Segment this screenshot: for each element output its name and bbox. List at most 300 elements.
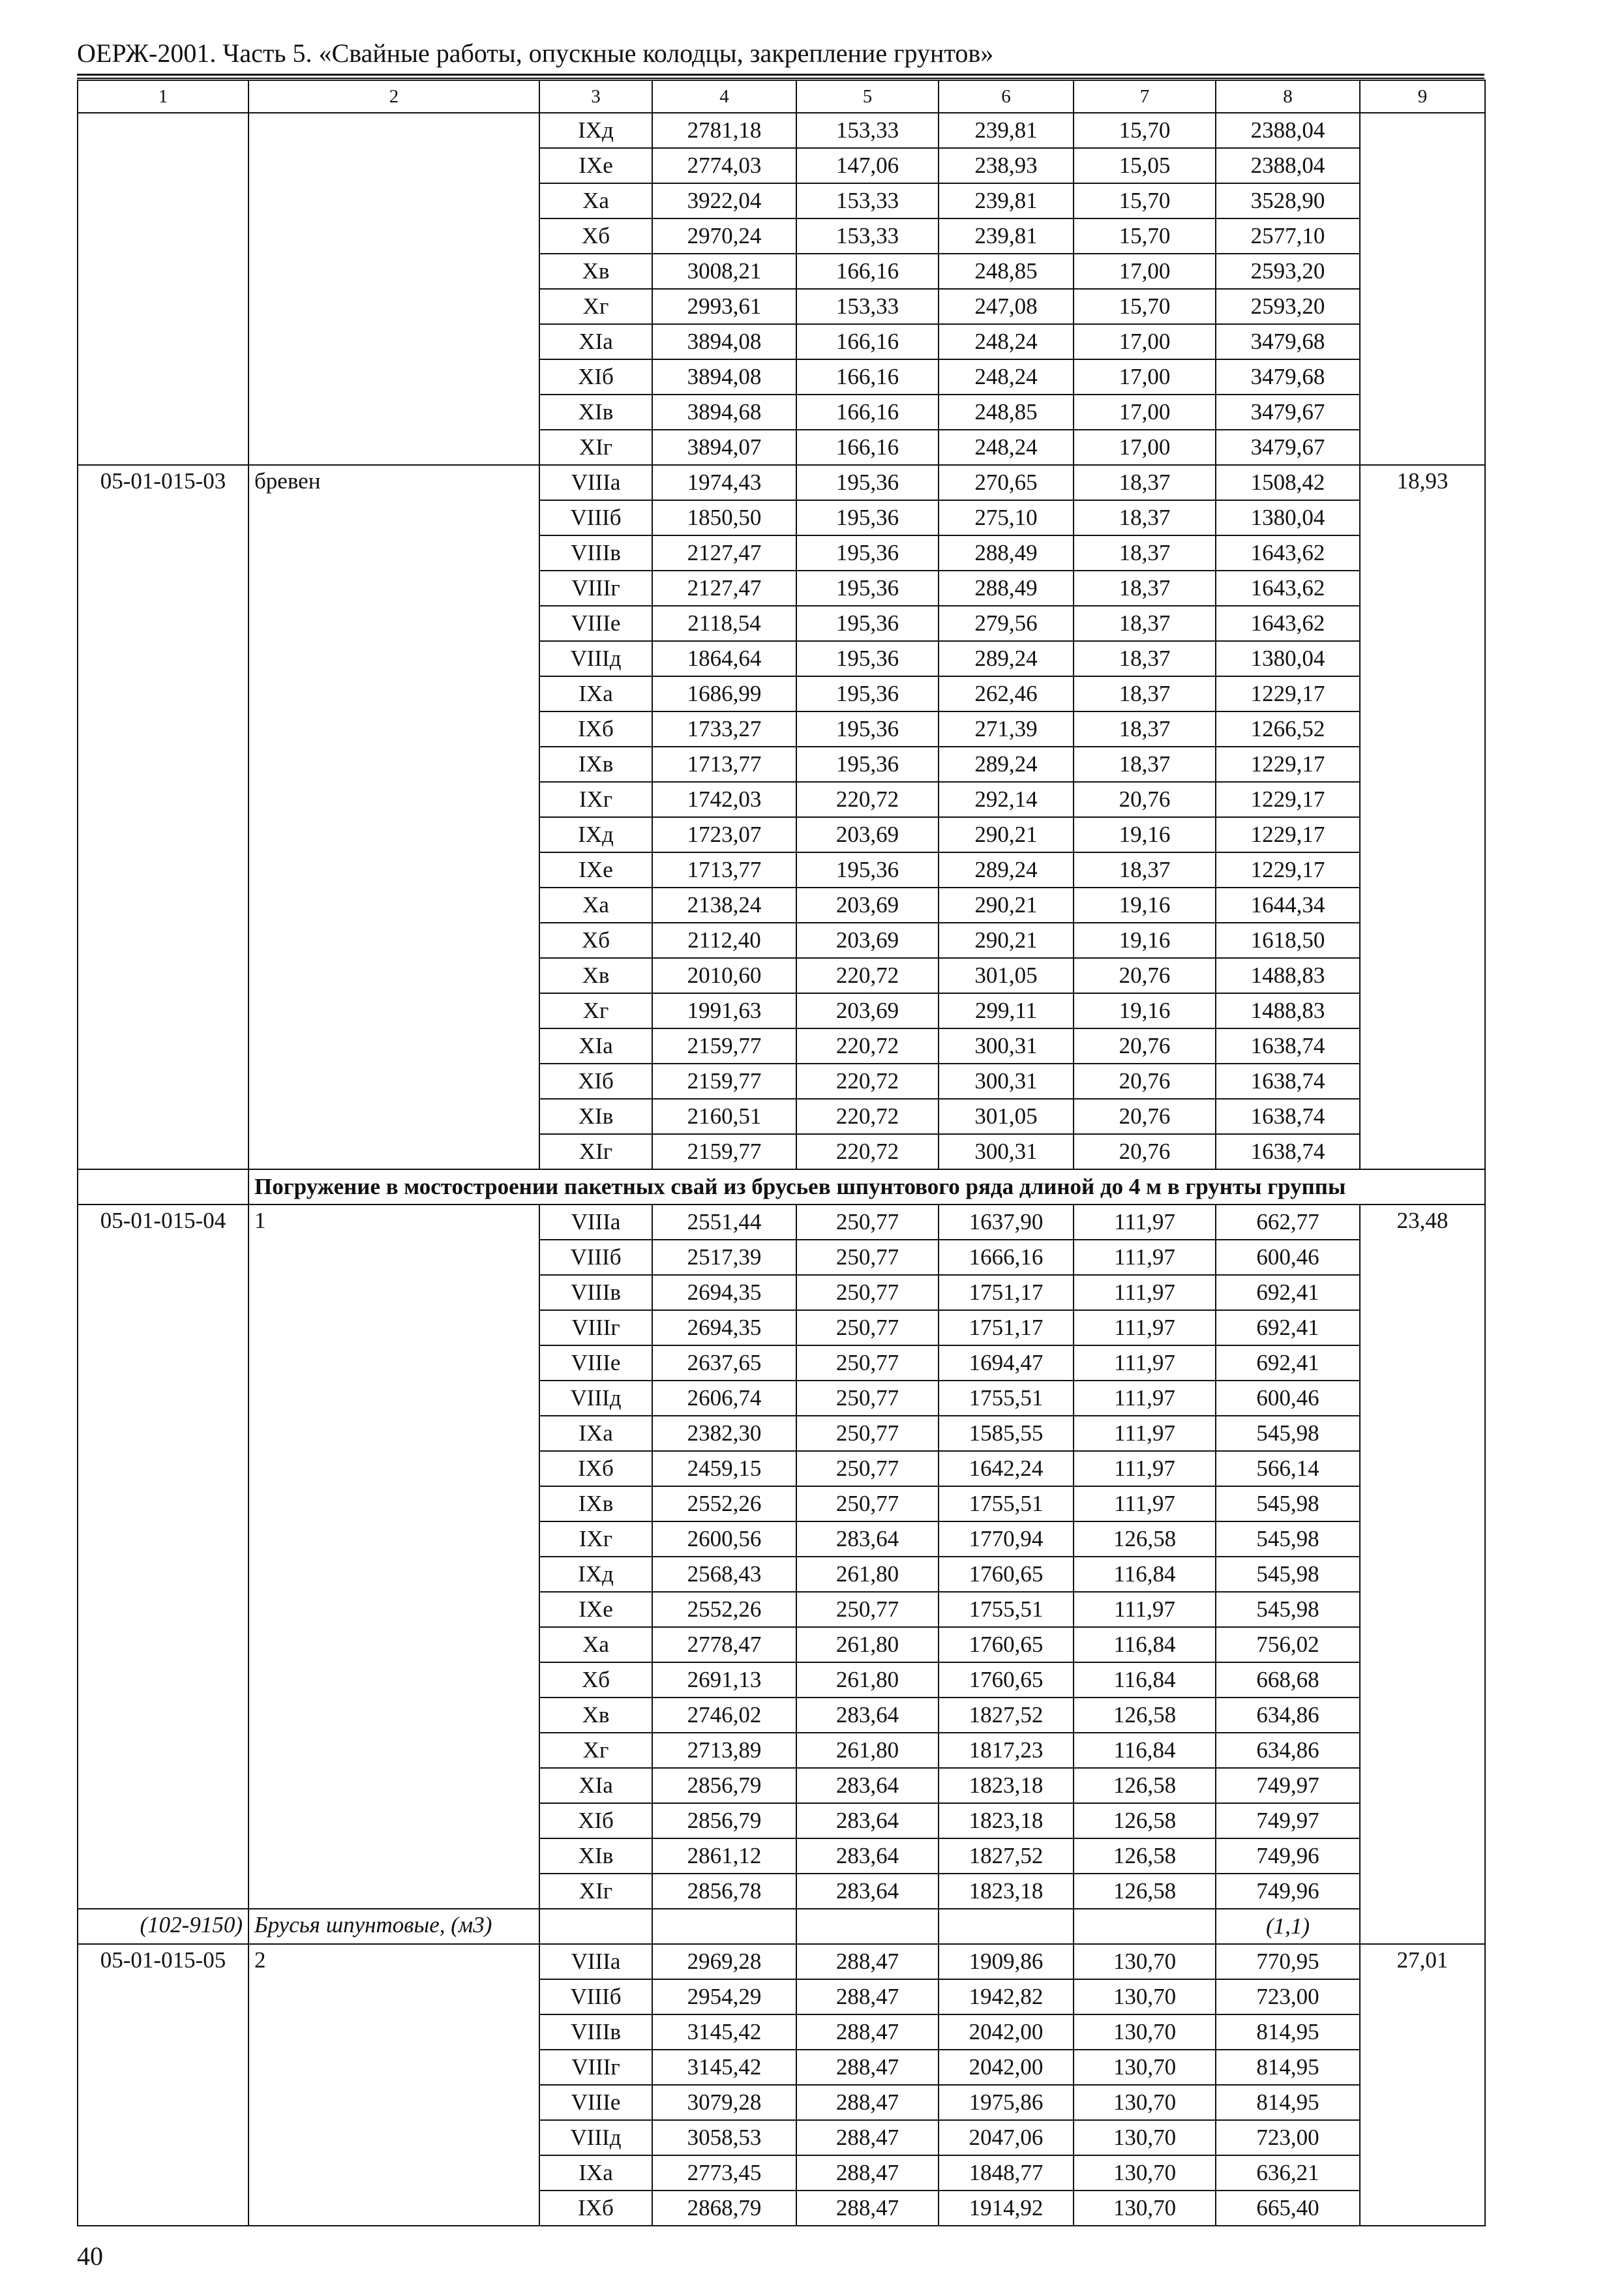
machinist-wages-cell: 111,97 bbox=[1074, 1592, 1216, 1627]
labor-hours-cell: 18,93 bbox=[1360, 465, 1485, 1169]
header-rule-top bbox=[77, 74, 1484, 76]
labor-wages-cell: 195,36 bbox=[796, 852, 939, 888]
soil-group-cell: IXд bbox=[539, 817, 652, 852]
machine-operation-cell: 270,65 bbox=[939, 465, 1074, 500]
direct-costs-cell: 1974,43 bbox=[652, 465, 796, 500]
machine-operation-cell: 300,31 bbox=[939, 1134, 1074, 1169]
materials-cell: 1638,74 bbox=[1216, 1028, 1360, 1064]
soil-group-cell: Xг bbox=[539, 289, 652, 324]
materials-cell: 749,97 bbox=[1216, 1803, 1360, 1838]
column-number: 6 bbox=[939, 80, 1074, 113]
materials-cell: 545,98 bbox=[1216, 1592, 1360, 1627]
machine-operation-cell: 262,46 bbox=[939, 676, 1074, 711]
rate-name-cell: бревен bbox=[248, 465, 539, 1169]
materials-cell: 723,00 bbox=[1216, 2120, 1360, 2155]
soil-group-cell: Xв bbox=[539, 1698, 652, 1733]
machine-operation-cell: 1760,65 bbox=[939, 1557, 1074, 1592]
materials-cell: 3528,90 bbox=[1216, 183, 1360, 218]
soil-group-cell: IXе bbox=[539, 1592, 652, 1627]
direct-costs-cell: 2552,26 bbox=[652, 1486, 796, 1521]
machine-operation-cell: 1942,82 bbox=[939, 1979, 1074, 2014]
machinist-wages-cell: 130,70 bbox=[1074, 2050, 1216, 2085]
labor-wages-cell: 195,36 bbox=[796, 747, 939, 782]
labor-wages-cell: 283,64 bbox=[796, 1874, 939, 1909]
materials-cell: 662,77 bbox=[1216, 1204, 1360, 1240]
machine-operation-cell: 248,24 bbox=[939, 324, 1074, 359]
materials-cell: 1229,17 bbox=[1216, 747, 1360, 782]
labor-wages-cell: 261,80 bbox=[796, 1662, 939, 1698]
machinist-wages-cell: 17,00 bbox=[1074, 359, 1216, 395]
machine-operation-cell: 1637,90 bbox=[939, 1204, 1074, 1240]
rate-code-cell bbox=[78, 113, 248, 465]
soil-group-cell: IXв bbox=[539, 1486, 652, 1521]
machine-operation-cell: 292,14 bbox=[939, 782, 1074, 817]
materials-cell: 749,96 bbox=[1216, 1838, 1360, 1874]
soil-group-cell: IXб bbox=[539, 711, 652, 747]
materials-cell: 1618,50 bbox=[1216, 923, 1360, 958]
direct-costs-cell: 3008,21 bbox=[652, 254, 796, 289]
machine-operation-cell: 290,21 bbox=[939, 923, 1074, 958]
materials-cell: 2577,10 bbox=[1216, 218, 1360, 254]
direct-costs-cell: 2159,77 bbox=[652, 1134, 796, 1169]
labor-wages-cell: 288,47 bbox=[796, 2191, 939, 2226]
soil-group-cell bbox=[539, 1909, 652, 1944]
machine-operation-cell: 1823,18 bbox=[939, 1768, 1074, 1803]
section-blank-cell bbox=[78, 1169, 248, 1204]
direct-costs-cell: 2773,45 bbox=[652, 2155, 796, 2191]
soil-group-cell: VIIIг bbox=[539, 571, 652, 606]
direct-costs-cell: 2713,89 bbox=[652, 1733, 796, 1768]
soil-group-cell: VIIIа bbox=[539, 465, 652, 500]
materials-cell: 600,46 bbox=[1216, 1381, 1360, 1416]
soil-group-cell: XIв bbox=[539, 1838, 652, 1874]
direct-costs-cell: 2551,44 bbox=[652, 1204, 796, 1240]
machine-operation-cell: 290,21 bbox=[939, 888, 1074, 923]
machinist-wages-cell: 18,37 bbox=[1074, 641, 1216, 676]
labor-wages-cell: 203,69 bbox=[796, 993, 939, 1028]
machinist-wages-cell: 111,97 bbox=[1074, 1486, 1216, 1521]
machine-operation-cell: 288,49 bbox=[939, 571, 1074, 606]
machinist-wages-cell: 126,58 bbox=[1074, 1838, 1216, 1874]
materials-cell: 545,98 bbox=[1216, 1416, 1360, 1451]
labor-wages-cell: 195,36 bbox=[796, 711, 939, 747]
direct-costs-cell: 2781,18 bbox=[652, 113, 796, 148]
labor-wages-cell: 195,36 bbox=[796, 535, 939, 571]
machine-operation-cell: 1755,51 bbox=[939, 1486, 1074, 1521]
machinist-wages-cell: 20,76 bbox=[1074, 1028, 1216, 1064]
machinist-wages-cell: 111,97 bbox=[1074, 1240, 1216, 1275]
direct-costs-cell: 2993,61 bbox=[652, 289, 796, 324]
labor-wages-cell: 283,64 bbox=[796, 1698, 939, 1733]
direct-costs-cell: 2552,26 bbox=[652, 1592, 796, 1627]
labor-wages-cell: 250,77 bbox=[796, 1275, 939, 1310]
header-rule-bottom bbox=[77, 78, 1484, 79]
direct-costs-cell: 1850,50 bbox=[652, 500, 796, 535]
materials-cell: 2593,20 bbox=[1216, 289, 1360, 324]
machine-operation-cell bbox=[939, 1909, 1074, 1944]
machinist-wages-cell: 18,37 bbox=[1074, 852, 1216, 888]
machinist-wages-cell bbox=[1074, 1909, 1216, 1944]
soil-group-cell: VIIIб bbox=[539, 1979, 652, 2014]
soil-group-cell: VIIIв bbox=[539, 2014, 652, 2050]
direct-costs-cell: 2778,47 bbox=[652, 1627, 796, 1662]
soil-group-cell: Xа bbox=[539, 1627, 652, 1662]
labor-wages-cell: 220,72 bbox=[796, 1134, 939, 1169]
direct-costs-cell: 3058,53 bbox=[652, 2120, 796, 2155]
soil-group-cell: VIIIа bbox=[539, 1944, 652, 1979]
materials-cell: 692,41 bbox=[1216, 1345, 1360, 1381]
labor-hours-cell bbox=[1360, 113, 1485, 465]
machinist-wages-cell: 126,58 bbox=[1074, 1768, 1216, 1803]
labor-wages-cell: 250,77 bbox=[796, 1310, 939, 1345]
labor-wages-cell: 250,77 bbox=[796, 1345, 939, 1381]
labor-wages-cell: 288,47 bbox=[796, 2155, 939, 2191]
labor-wages-cell: 250,77 bbox=[796, 1204, 939, 1240]
soil-group-cell: Xг bbox=[539, 993, 652, 1028]
column-number-row bbox=[78, 80, 1485, 113]
direct-costs-cell: 3145,42 bbox=[652, 2014, 796, 2050]
direct-costs-cell: 2600,56 bbox=[652, 1521, 796, 1557]
machinist-wages-cell: 18,37 bbox=[1074, 535, 1216, 571]
direct-costs-cell: 2159,77 bbox=[652, 1064, 796, 1099]
materials-cell: 1229,17 bbox=[1216, 676, 1360, 711]
soil-group-cell: IXб bbox=[539, 2191, 652, 2226]
labor-wages-cell: 288,47 bbox=[796, 1979, 939, 2014]
column-number: 1 bbox=[78, 80, 248, 113]
machine-operation-cell: 271,39 bbox=[939, 711, 1074, 747]
labor-wages-cell: 153,33 bbox=[796, 183, 939, 218]
machine-operation-cell: 301,05 bbox=[939, 958, 1074, 993]
soil-group-cell: VIIIд bbox=[539, 2120, 652, 2155]
soil-group-cell: VIIIв bbox=[539, 1275, 652, 1310]
direct-costs-cell: 1742,03 bbox=[652, 782, 796, 817]
soil-group-cell: VIIIг bbox=[539, 2050, 652, 2085]
direct-costs-cell bbox=[652, 1909, 796, 1944]
direct-costs-cell: 1713,77 bbox=[652, 747, 796, 782]
soil-group-cell: IXа bbox=[539, 2155, 652, 2191]
machinist-wages-cell: 19,16 bbox=[1074, 993, 1216, 1028]
materials-cell: 545,98 bbox=[1216, 1557, 1360, 1592]
materials-cell: 1229,17 bbox=[1216, 817, 1360, 852]
materials-cell: 692,41 bbox=[1216, 1275, 1360, 1310]
machinist-wages-cell: 15,70 bbox=[1074, 113, 1216, 148]
materials-cell: 1644,34 bbox=[1216, 888, 1360, 923]
labor-wages-cell: 283,64 bbox=[796, 1838, 939, 1874]
labor-wages-cell: 166,16 bbox=[796, 359, 939, 395]
machinist-wages-cell: 111,97 bbox=[1074, 1345, 1216, 1381]
direct-costs-cell: 1686,99 bbox=[652, 676, 796, 711]
direct-costs-cell: 1991,63 bbox=[652, 993, 796, 1028]
machine-operation-cell: 288,49 bbox=[939, 535, 1074, 571]
resource-code-cell: (102-9150) bbox=[78, 1909, 248, 1944]
page-header-title: ОЕРЖ-2001. Часть 5. «Свайные работы, опускные колодцы, закрепление грунтов» bbox=[77, 38, 994, 68]
machinist-wages-cell: 18,37 bbox=[1074, 571, 1216, 606]
materials-cell: 1229,17 bbox=[1216, 852, 1360, 888]
materials-cell: 814,95 bbox=[1216, 2085, 1360, 2120]
machinist-wages-cell: 20,76 bbox=[1074, 958, 1216, 993]
labor-hours-cell: 27,01 bbox=[1360, 1944, 1485, 2226]
machinist-wages-cell: 20,76 bbox=[1074, 1099, 1216, 1134]
direct-costs-cell: 2868,79 bbox=[652, 2191, 796, 2226]
machine-operation-cell: 289,24 bbox=[939, 641, 1074, 676]
machine-operation-cell: 239,81 bbox=[939, 113, 1074, 148]
machinist-wages-cell: 111,97 bbox=[1074, 1275, 1216, 1310]
table-row bbox=[78, 113, 1485, 148]
direct-costs-cell: 2746,02 bbox=[652, 1698, 796, 1733]
direct-costs-cell: 3894,08 bbox=[652, 324, 796, 359]
soil-group-cell: XIг bbox=[539, 1874, 652, 1909]
labor-wages-cell: 261,80 bbox=[796, 1733, 939, 1768]
machine-operation-cell: 247,08 bbox=[939, 289, 1074, 324]
direct-costs-cell: 3079,28 bbox=[652, 2085, 796, 2120]
soil-group-cell: XIа bbox=[539, 1028, 652, 1064]
materials-cell: 665,40 bbox=[1216, 2191, 1360, 2226]
direct-costs-cell: 2954,29 bbox=[652, 1979, 796, 2014]
machinist-wages-cell: 130,70 bbox=[1074, 2191, 1216, 2226]
direct-costs-cell: 3894,07 bbox=[652, 430, 796, 465]
machinist-wages-cell: 17,00 bbox=[1074, 324, 1216, 359]
machine-operation-cell: 1642,24 bbox=[939, 1451, 1074, 1486]
direct-costs-cell: 1723,07 bbox=[652, 817, 796, 852]
machine-operation-cell: 248,24 bbox=[939, 359, 1074, 395]
machine-operation-cell: 300,31 bbox=[939, 1028, 1074, 1064]
machinist-wages-cell: 18,37 bbox=[1074, 747, 1216, 782]
machinist-wages-cell: 15,05 bbox=[1074, 148, 1216, 183]
machine-operation-cell: 1914,92 bbox=[939, 2191, 1074, 2226]
materials-cell: 1266,52 bbox=[1216, 711, 1360, 747]
direct-costs-cell: 2138,24 bbox=[652, 888, 796, 923]
materials-cell: 1638,74 bbox=[1216, 1134, 1360, 1169]
soil-group-cell: XIв bbox=[539, 395, 652, 430]
column-number: 2 bbox=[248, 80, 539, 113]
materials-cell: 749,96 bbox=[1216, 1874, 1360, 1909]
direct-costs-cell: 2970,24 bbox=[652, 218, 796, 254]
rate-code-cell: 05-01-015-04 bbox=[78, 1204, 248, 1909]
soil-group-cell: VIIIб bbox=[539, 1240, 652, 1275]
machine-operation-cell: 2047,06 bbox=[939, 2120, 1074, 2155]
soil-group-cell: VIIIб bbox=[539, 500, 652, 535]
labor-wages-cell: 283,64 bbox=[796, 1521, 939, 1557]
direct-costs-cell: 3922,04 bbox=[652, 183, 796, 218]
labor-wages-cell: 250,77 bbox=[796, 1592, 939, 1627]
materials-cell: 1638,74 bbox=[1216, 1099, 1360, 1134]
labor-wages-cell: 147,06 bbox=[796, 148, 939, 183]
machinist-wages-cell: 126,58 bbox=[1074, 1698, 1216, 1733]
rate-code-cell: 05-01-015-03 bbox=[78, 465, 248, 1169]
labor-wages-cell: 153,33 bbox=[796, 289, 939, 324]
machine-operation-cell: 1751,17 bbox=[939, 1275, 1074, 1310]
machinist-wages-cell: 20,76 bbox=[1074, 1064, 1216, 1099]
machinist-wages-cell: 17,00 bbox=[1074, 254, 1216, 289]
materials-cell: 3479,67 bbox=[1216, 395, 1360, 430]
direct-costs-cell: 3894,68 bbox=[652, 395, 796, 430]
machinist-wages-cell: 19,16 bbox=[1074, 888, 1216, 923]
labor-wages-cell: 220,72 bbox=[796, 1099, 939, 1134]
direct-costs-cell: 2861,12 bbox=[652, 1838, 796, 1874]
materials-cell: 636,21 bbox=[1216, 2155, 1360, 2191]
machine-operation-cell: 1770,94 bbox=[939, 1521, 1074, 1557]
soil-group-cell: IXе bbox=[539, 852, 652, 888]
materials-cell: 814,95 bbox=[1216, 2050, 1360, 2085]
machinist-wages-cell: 116,84 bbox=[1074, 1557, 1216, 1592]
machinist-wages-cell: 116,84 bbox=[1074, 1627, 1216, 1662]
machinist-wages-cell: 18,37 bbox=[1074, 676, 1216, 711]
table-row bbox=[78, 1944, 1485, 1979]
labor-wages-cell: 250,77 bbox=[796, 1416, 939, 1451]
column-number: 8 bbox=[1216, 80, 1360, 113]
labor-wages-cell: 283,64 bbox=[796, 1803, 939, 1838]
materials-cell: 634,86 bbox=[1216, 1698, 1360, 1733]
direct-costs-cell: 2459,15 bbox=[652, 1451, 796, 1486]
materials-cell: 1643,62 bbox=[1216, 535, 1360, 571]
labor-wages-cell: 250,77 bbox=[796, 1240, 939, 1275]
labor-wages-cell: 166,16 bbox=[796, 254, 939, 289]
soil-group-cell: Xв bbox=[539, 958, 652, 993]
direct-costs-cell: 2969,28 bbox=[652, 1944, 796, 1979]
rate-name-cell: 1 bbox=[248, 1204, 539, 1909]
materials-cell: 814,95 bbox=[1216, 2014, 1360, 2050]
materials-cell: 1638,74 bbox=[1216, 1064, 1360, 1099]
labor-wages-cell: 195,36 bbox=[796, 676, 939, 711]
machine-operation-cell: 301,05 bbox=[939, 1099, 1074, 1134]
machine-operation-cell: 1817,23 bbox=[939, 1733, 1074, 1768]
labor-wages-cell: 261,80 bbox=[796, 1557, 939, 1592]
machinist-wages-cell: 130,70 bbox=[1074, 2014, 1216, 2050]
direct-costs-cell: 2568,43 bbox=[652, 1557, 796, 1592]
soil-group-cell: XIг bbox=[539, 1134, 652, 1169]
direct-costs-cell: 2127,47 bbox=[652, 571, 796, 606]
materials-cell: 3479,67 bbox=[1216, 430, 1360, 465]
labor-wages-cell: 203,69 bbox=[796, 888, 939, 923]
labor-hours-cell: 23,48 bbox=[1360, 1204, 1485, 1944]
direct-costs-cell: 2637,65 bbox=[652, 1345, 796, 1381]
direct-costs-cell: 1733,27 bbox=[652, 711, 796, 747]
materials-cell: 2388,04 bbox=[1216, 113, 1360, 148]
machinist-wages-cell: 111,97 bbox=[1074, 1204, 1216, 1240]
direct-costs-cell: 2856,78 bbox=[652, 1874, 796, 1909]
page-number: 40 bbox=[77, 2241, 103, 2271]
labor-wages-cell: 153,33 bbox=[796, 218, 939, 254]
materials-cell: 2593,20 bbox=[1216, 254, 1360, 289]
labor-wages-cell: 195,36 bbox=[796, 641, 939, 676]
labor-wages-cell: 250,77 bbox=[796, 1486, 939, 1521]
soil-group-cell: IXд bbox=[539, 113, 652, 148]
materials-cell: 749,97 bbox=[1216, 1768, 1360, 1803]
direct-costs-cell: 2606,74 bbox=[652, 1381, 796, 1416]
resource-row bbox=[78, 1909, 1485, 1944]
labor-wages-cell: 166,16 bbox=[796, 395, 939, 430]
machinist-wages-cell: 130,70 bbox=[1074, 1979, 1216, 2014]
soil-group-cell: Xа bbox=[539, 183, 652, 218]
materials-cell: 756,02 bbox=[1216, 1627, 1360, 1662]
soil-group-cell: Xа bbox=[539, 888, 652, 923]
labor-wages-cell: 288,47 bbox=[796, 2085, 939, 2120]
machinist-wages-cell: 116,84 bbox=[1074, 1733, 1216, 1768]
direct-costs-cell: 1713,77 bbox=[652, 852, 796, 888]
machinist-wages-cell: 19,16 bbox=[1074, 817, 1216, 852]
machinist-wages-cell: 17,00 bbox=[1074, 395, 1216, 430]
labor-wages-cell: 220,72 bbox=[796, 958, 939, 993]
soil-group-cell: Xв bbox=[539, 254, 652, 289]
labor-wages-cell bbox=[796, 1909, 939, 1944]
machinist-wages-cell: 130,70 bbox=[1074, 2155, 1216, 2191]
rates-table bbox=[77, 80, 1486, 2226]
machine-operation-cell: 290,21 bbox=[939, 817, 1074, 852]
materials-cell: 1643,62 bbox=[1216, 606, 1360, 641]
machine-operation-cell: 300,31 bbox=[939, 1064, 1074, 1099]
soil-group-cell: Xб bbox=[539, 1662, 652, 1698]
machine-operation-cell: 1585,55 bbox=[939, 1416, 1074, 1451]
machinist-wages-cell: 15,70 bbox=[1074, 183, 1216, 218]
materials-cell: 545,98 bbox=[1216, 1521, 1360, 1557]
soil-group-cell: IXв bbox=[539, 747, 652, 782]
soil-group-cell: VIIIе bbox=[539, 606, 652, 641]
labor-wages-cell: 220,72 bbox=[796, 782, 939, 817]
direct-costs-cell: 2517,39 bbox=[652, 1240, 796, 1275]
materials-cell: 1488,83 bbox=[1216, 993, 1360, 1028]
labor-wages-cell: 203,69 bbox=[796, 923, 939, 958]
machine-operation-cell: 1751,17 bbox=[939, 1310, 1074, 1345]
materials-cell: 2388,04 bbox=[1216, 148, 1360, 183]
soil-group-cell: IXа bbox=[539, 1416, 652, 1451]
soil-group-cell: VIIIа bbox=[539, 1204, 652, 1240]
direct-costs-cell: 2159,77 bbox=[652, 1028, 796, 1064]
direct-costs-cell: 2694,35 bbox=[652, 1275, 796, 1310]
soil-group-cell: IXд bbox=[539, 1557, 652, 1592]
labor-wages-cell: 195,36 bbox=[796, 500, 939, 535]
machine-operation-cell: 239,81 bbox=[939, 218, 1074, 254]
machine-operation-cell: 289,24 bbox=[939, 852, 1074, 888]
direct-costs-cell: 2694,35 bbox=[652, 1310, 796, 1345]
rates-table-body bbox=[78, 80, 1485, 2226]
machine-operation-cell: 1909,86 bbox=[939, 1944, 1074, 1979]
column-number: 4 bbox=[652, 80, 796, 113]
machine-operation-cell: 299,11 bbox=[939, 993, 1074, 1028]
soil-group-cell: XIб bbox=[539, 359, 652, 395]
soil-group-cell: IXа bbox=[539, 676, 652, 711]
materials-cell: 566,14 bbox=[1216, 1451, 1360, 1486]
labor-wages-cell: 203,69 bbox=[796, 817, 939, 852]
machine-operation-cell: 1755,51 bbox=[939, 1381, 1074, 1416]
direct-costs-cell: 2010,60 bbox=[652, 958, 796, 993]
labor-wages-cell: 195,36 bbox=[796, 606, 939, 641]
rate-code-cell: 05-01-015-05 bbox=[78, 1944, 248, 2226]
machine-operation-cell: 279,56 bbox=[939, 606, 1074, 641]
column-number: 3 bbox=[539, 80, 652, 113]
machine-operation-cell: 248,85 bbox=[939, 254, 1074, 289]
machinist-wages-cell: 18,37 bbox=[1074, 711, 1216, 747]
soil-group-cell: XIг bbox=[539, 430, 652, 465]
soil-group-cell: XIб bbox=[539, 1803, 652, 1838]
labor-wages-cell: 250,77 bbox=[796, 1381, 939, 1416]
machine-operation-cell: 1694,47 bbox=[939, 1345, 1074, 1381]
soil-group-cell: XIв bbox=[539, 1099, 652, 1134]
machine-operation-cell: 248,85 bbox=[939, 395, 1074, 430]
machinist-wages-cell: 116,84 bbox=[1074, 1662, 1216, 1698]
section-heading-row bbox=[78, 1169, 1485, 1204]
labor-wages-cell: 288,47 bbox=[796, 1944, 939, 1979]
soil-group-cell: VIIIд bbox=[539, 641, 652, 676]
materials-cell: 770,95 bbox=[1216, 1944, 1360, 1979]
labor-wages-cell: 195,36 bbox=[796, 465, 939, 500]
machinist-wages-cell: 111,97 bbox=[1074, 1451, 1216, 1486]
materials-cell: 1229,17 bbox=[1216, 782, 1360, 817]
direct-costs-cell: 2382,30 bbox=[652, 1416, 796, 1451]
machinist-wages-cell: 130,70 bbox=[1074, 1944, 1216, 1979]
machine-operation-cell: 1755,51 bbox=[939, 1592, 1074, 1627]
machine-operation-cell: 1823,18 bbox=[939, 1874, 1074, 1909]
labor-wages-cell: 283,64 bbox=[796, 1768, 939, 1803]
